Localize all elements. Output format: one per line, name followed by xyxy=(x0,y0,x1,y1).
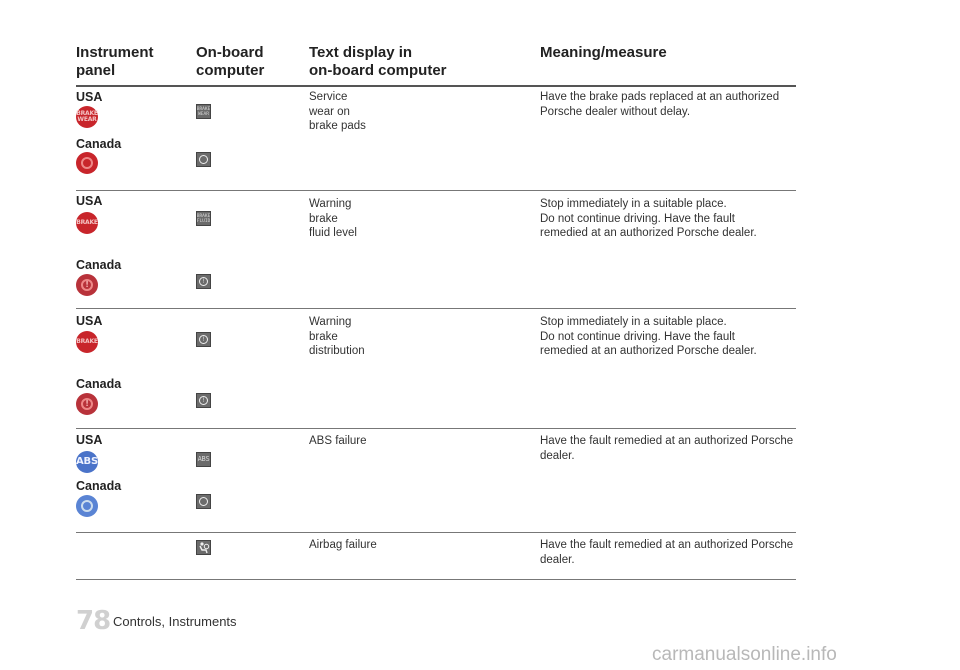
region-label-canada: Canada xyxy=(76,479,122,493)
header-text-display: Text display in on-board computer xyxy=(309,44,447,79)
page-number: 78 xyxy=(76,606,111,636)
abs-warning-lamp-icon: ABS xyxy=(76,451,98,473)
airbag-display-icon xyxy=(196,540,211,555)
brake-distribution-warning-lamp-icon: BRAKE xyxy=(76,331,98,353)
region-label-usa: USA xyxy=(76,314,103,328)
text-display-brake-fluid: Warning brake fluid level xyxy=(309,198,357,239)
row-divider xyxy=(76,532,796,533)
brake-wear-display-canada-icon xyxy=(196,152,211,167)
brake-distribution-warning-lamp-canada-icon: ! xyxy=(76,393,98,415)
row-divider xyxy=(76,308,796,309)
region-label-canada: Canada xyxy=(76,137,122,151)
region-label-usa: USA xyxy=(76,194,103,208)
meaning-brake-wear: Have the brake pads replaced at an authorized Porsche dealer without delay. xyxy=(540,91,780,118)
brake-fluid-display-canada-icon: ! xyxy=(196,274,211,289)
abs-display-canada-icon xyxy=(196,494,211,509)
text-display-brake-distribution: Warning brake distribution xyxy=(309,316,365,357)
row-divider xyxy=(76,428,796,429)
row-divider xyxy=(76,190,796,191)
brake-wear-warning-lamp-canada-icon xyxy=(76,152,98,174)
section-title: Controls, Instruments xyxy=(113,614,237,629)
meaning-abs-failure: Have the fault remedied at an authorized Porsche dealer. xyxy=(540,435,794,462)
header-meaning-measure: Meaning/measure xyxy=(540,44,667,61)
text-display-airbag-failure: Airbag failure xyxy=(309,539,377,551)
meaning-airbag-failure: Have the fault remedied at an authorized Porsche dealer. xyxy=(540,539,794,566)
text-display-brake-wear: Service wear on brake pads xyxy=(309,91,366,132)
table-bottom-rule xyxy=(76,579,796,580)
region-label-canada: Canada xyxy=(76,258,122,272)
region-label-usa: USA xyxy=(76,90,103,104)
text-display-abs-failure: ABS failure xyxy=(309,435,367,447)
brake-wear-warning-lamp-icon: BRAKE WEAR xyxy=(76,106,98,128)
meaning-brake-fluid: Stop immediately in a suitable place. Do not continue driving. Have the fault remedied at an authorized Porsche dealer. xyxy=(540,198,757,239)
brake-fluid-warning-lamp-canada-icon: ! xyxy=(76,274,98,296)
airbag-seat-icon xyxy=(197,541,210,554)
abs-warning-lamp-canada-icon xyxy=(76,495,98,517)
region-label-usa: USA xyxy=(76,433,103,447)
brake-fluid-display-icon: BRAKE FLUID xyxy=(196,211,211,226)
brake-distribution-display-icon: ! xyxy=(196,332,211,347)
meaning-brake-distribution: Stop immediately in a suitable place. Do not continue driving. Have the fault remedied at an authorized Porsche dealer. xyxy=(540,316,757,357)
header-on-board-computer: On-board computer xyxy=(196,44,265,79)
abs-display-icon: ABS xyxy=(196,452,211,467)
brake-wear-display-icon: BRAKE WEAR xyxy=(196,104,211,119)
header-rule xyxy=(76,85,796,87)
watermark: carmanualsonline.info xyxy=(652,644,837,665)
header-instrument-panel: Instrument panel xyxy=(76,44,154,79)
brake-fluid-warning-lamp-icon: BRAKE xyxy=(76,212,98,234)
region-label-canada: Canada xyxy=(76,377,122,391)
brake-distribution-display-canada-icon: ! xyxy=(196,393,211,408)
